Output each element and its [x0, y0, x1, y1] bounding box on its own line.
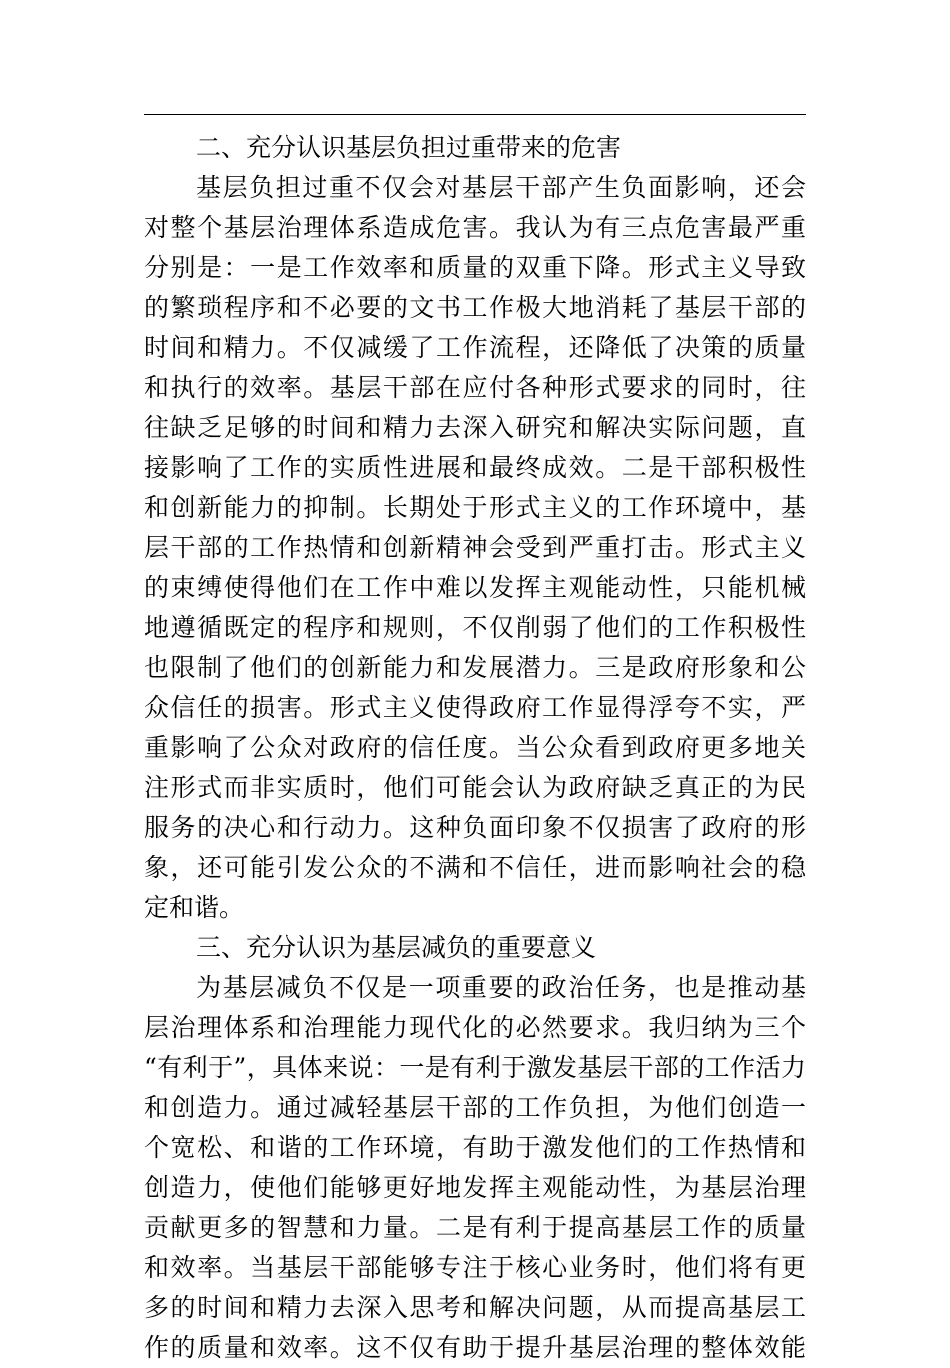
paragraph-line: 和效率。当基层干部能够专注于核心业务时，他们将有更 [144, 1253, 806, 1282]
paragraph-line: 往缺乏足够的时间和精力去深入研究和解决实际问题，直 [144, 413, 806, 442]
paragraph-line: 象，还可能引发公众的不满和不信任，进而影响社会的稳 [144, 853, 806, 882]
paragraph-line: 贡献更多的智慧和力量。二是有利于提高基层工作的质量 [144, 1213, 806, 1242]
paragraph-line: 创造力，使他们能够更好地发挥主观能动性，为基层治理 [144, 1173, 806, 1202]
paragraph-line: 的束缚使得他们在工作中难以发挥主观能动性，只能机械 [144, 573, 806, 602]
paragraph-line: 定和谐。 [144, 893, 245, 922]
paragraph-line: 分别是：一是工作效率和质量的双重下降。形式主义导致 [144, 253, 806, 282]
document-body [144, 128, 806, 1368]
paragraph-line: 接影响了工作的实质性进展和最终成效。二是干部积极性 [144, 453, 806, 482]
section-heading: 三、充分认识为基层减负的重要意义 [196, 933, 597, 962]
paragraph-line: 基层负担过重不仅会对基层干部产生负面影响，还会 [196, 173, 806, 202]
paragraph-line: 对整个基层治理体系造成危害。我认为有三点危害最严重 [144, 213, 806, 242]
paragraph-line: 和创新能力的抑制。长期处于形式主义的工作环境中，基 [144, 493, 806, 522]
paragraph-line: 的繁琐程序和不必要的文书工作极大地消耗了基层干部的 [144, 293, 806, 322]
paragraph-line: 也限制了他们的创新能力和发展潜力。三是政府形象和公 [144, 653, 806, 682]
paragraph-line: 层治理体系和治理能力现代化的必然要求。我归纳为三个 [144, 1013, 806, 1042]
section-heading: 二、充分认识基层负担过重带来的危害 [196, 133, 622, 162]
paragraph-line: 重影响了公众对政府的信任度。当公众看到政府更多地关 [144, 733, 806, 762]
header-rule [144, 114, 806, 115]
paragraph-line: 众信任的损害。形式主义使得政府工作显得浮夸不实，严 [144, 693, 806, 722]
paragraph-line: 多的时间和精力去深入思考和解决问题，从而提高基层工 [144, 1293, 806, 1322]
paragraph-line: 和创造力。通过减轻基层干部的工作负担，为他们创造一 [144, 1093, 806, 1122]
paragraph-line: 作的质量和效率。这不仅有助于提升基层治理的整体效能 [144, 1333, 806, 1362]
paragraph-line: 为基层减负不仅是一项重要的政治任务，也是推动基 [196, 973, 806, 1002]
paragraph-line: 时间和精力。不仅减缓了工作流程，还降低了决策的质量 [144, 333, 806, 362]
paragraph-line: 地遵循既定的程序和规则，不仅削弱了他们的工作积极性 [144, 613, 806, 642]
paragraph-line: “有利于”，具体来说：一是有利于激发基层干部的工作活力 [144, 1053, 806, 1082]
paragraph-line: 个宽松、和谐的工作环境，有助于激发他们的工作热情和 [144, 1133, 806, 1162]
paragraph-line: 层干部的工作热情和创新精神会受到严重打击。形式主义 [144, 533, 806, 562]
paragraph-line: 注形式而非实质时，他们可能会认为政府缺乏真正的为民 [144, 773, 806, 802]
paragraph-line: 服务的决心和行动力。这种负面印象不仅损害了政府的形 [144, 813, 806, 842]
paragraph-line: 和执行的效率。基层干部在应付各种形式要求的同时，往 [144, 373, 806, 402]
